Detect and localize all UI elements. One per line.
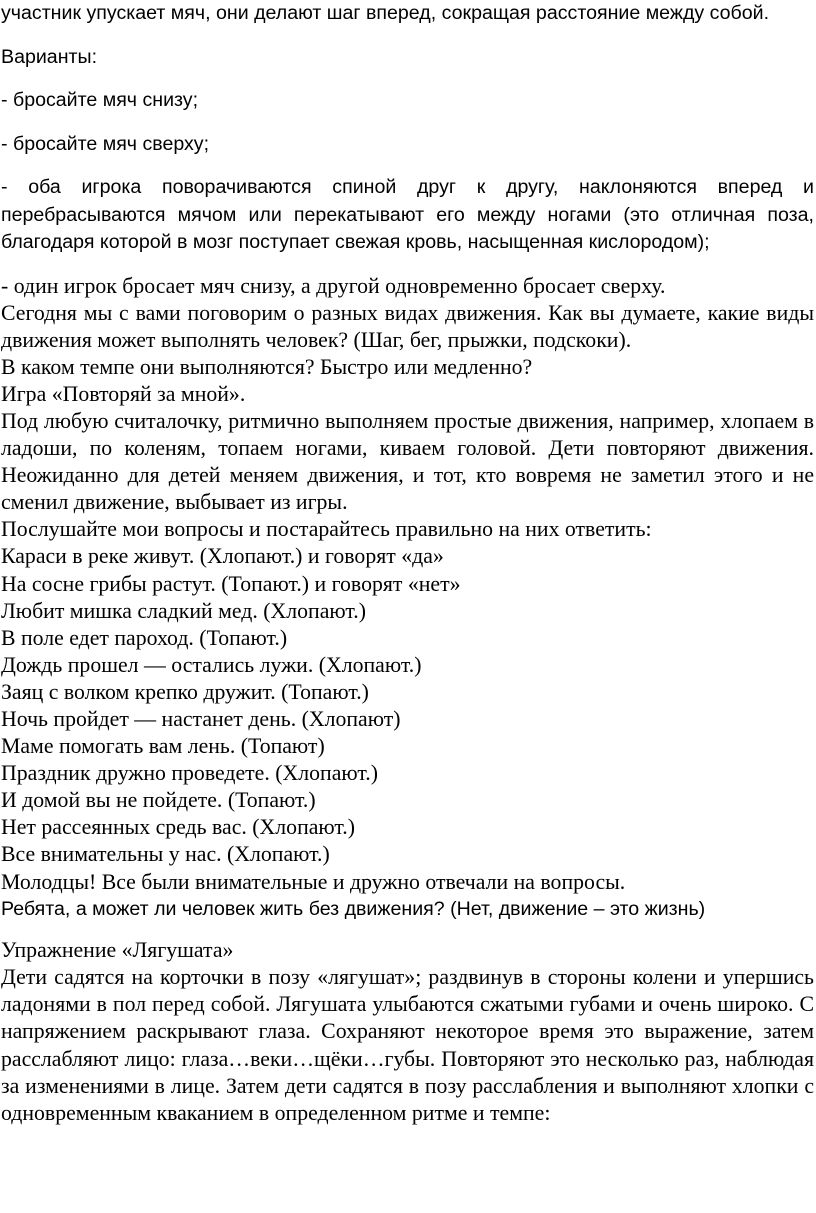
variants-label: Варианты: xyxy=(1,45,98,68)
list-item: На сосне грибы растут. (Топают.) и говорят «нет» xyxy=(1,571,461,596)
paragraph-listen-prompt: Послушайте мои вопросы и постарайтесь правильно на них ответить: xyxy=(1,517,652,542)
variant-item-3: - оба игрока поворачиваются спиной друг к другу, наклоняются вперед и перебрасываются мячом или перекатывают его между ногами (это отличная поза, благодаря которой в мозг поступает свежая кровь, насыщенная кислородом); xyxy=(1,176,814,253)
paragraph-life-question: Ребята, а может ли человек жить без движения? (Нет, движение – это жизнь) xyxy=(1,897,706,920)
list-item: И домой вы не пойдете. (Топают.) xyxy=(1,788,316,813)
list-item: Нет рассеянных средь вас. (Хлопают.) xyxy=(1,815,355,840)
list-item: Караси в реке живут. (Хлопают.) и говорят «да» xyxy=(1,544,444,569)
paragraph-game-rules: Под любую считалочку, ритмично выполняем простые движения, например, хлопаем в ладоши, по коленям, топаем ногами, киваем головой. Дети повторяют движения. Неожиданно для детей меняем движения, и тот, кто вовремя не заметил этого и не сменил движение, выбывает из игры. xyxy=(1,408,814,515)
questions-list xyxy=(1,543,814,868)
variant-item-1: - бросайте мяч снизу; xyxy=(1,89,199,111)
list-item: Дождь прошел — остались лужи. (Хлопают.) xyxy=(1,652,422,677)
paragraph-exercise-text: Дети садятся на корточки в позу «лягушат»; раздвинув в стороны колени и упершись ладонями в пол перед собой. Лягушата улыбаются сжатыми губами и очень широко. С напряжением раскрывают глаза. Сохраняют некоторое время это выражение, затем расслабляют лицо: глаза…веки…щёки…губы. Повторяют это несколько раз, наблюдая за изменениями в лице. Затем дети садятся в позу расслабления и выполняют хлопки с одновременным кваканием в определенном ритме и темпе: xyxy=(1,965,814,1125)
list-item: Заяц с волком крепко дружит. (Топают.) xyxy=(1,679,369,704)
paragraph-movement-question: Сегодня мы с вами поговорим о разных видах движения. Как вы думаете, какие виды движения может выполнять человек? (Шаг, бег, прыжки, подскоки). xyxy=(1,300,814,352)
list-item: Маме помогать вам лень. (Топают) xyxy=(1,734,325,759)
list-item: Праздник дружно проведете. (Хлопают.) xyxy=(1,761,378,786)
list-item: Все внимательны у нас. (Хлопают.) xyxy=(1,842,330,867)
paragraph-continuation: участник упускает мяч, они делают шаг вперед, сокращая расстояние между собой. xyxy=(1,2,770,24)
list-item: В поле едет пароход. (Топают.) xyxy=(1,625,288,650)
game-title: Игра «Повторяй за мной». xyxy=(1,381,246,406)
list-item: Любит мишка сладкий мед. (Хлопают.) xyxy=(1,598,366,623)
variant-item-2: - бросайте мяч сверху; xyxy=(1,132,210,155)
paragraph-tempo-question: В каком темпе они выполняются? Быстро или медленно? xyxy=(1,354,533,379)
list-item: Ночь пройдет — настанет день. (Хлопают) xyxy=(1,707,401,731)
variant-item-4: - один игрок бросает мяч снизу, а другой одновременно бросает сверху. xyxy=(1,273,666,298)
exercise-title: Упражнение «Лягушата» xyxy=(1,938,234,963)
paragraph-praise: Молодцы! Все были внимательные и дружно отвечали на вопросы. xyxy=(1,869,626,894)
